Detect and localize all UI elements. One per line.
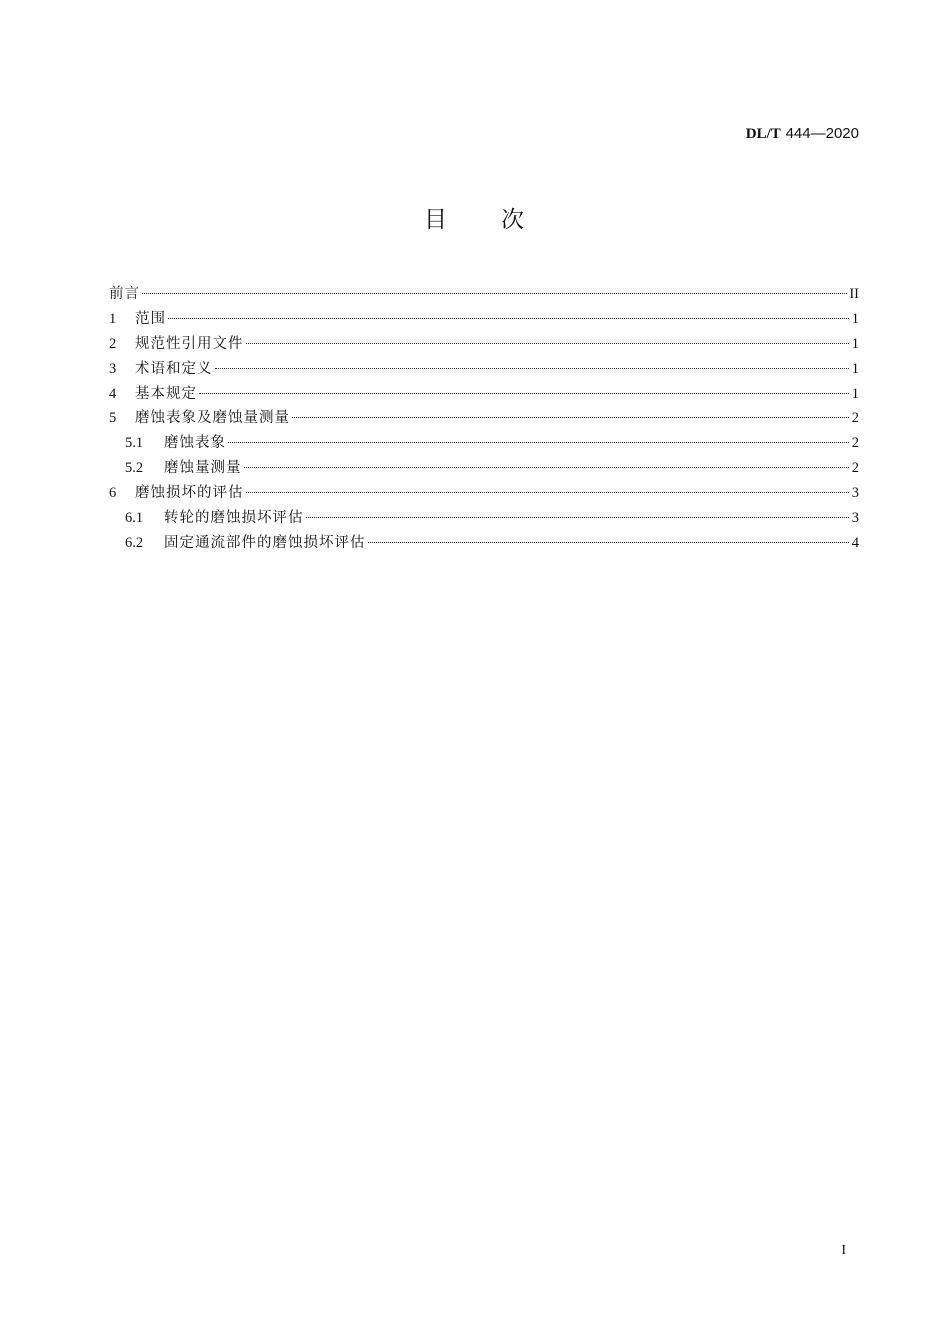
toc-entry-6-1[interactable] — [109, 506, 859, 531]
page-title-char-1: 目 — [424, 207, 449, 233]
toc-entry-5-2[interactable] — [109, 456, 859, 481]
toc-entry-label: 基本规定 — [135, 385, 197, 402]
toc-entry-page: 3 — [851, 485, 859, 502]
toc-entry-page: 1 — [851, 360, 859, 377]
toc-entry-5-1[interactable] — [109, 431, 859, 456]
toc-dot-leader — [246, 343, 850, 344]
toc-entry-page: 1 — [851, 335, 859, 352]
toc-entry-number: 6.2 — [125, 534, 144, 551]
toc-entry-1[interactable] — [109, 307, 859, 332]
toc-entry-number: 5.2 — [125, 460, 144, 477]
toc-entry-label: 磨蚀量测量 — [164, 460, 242, 477]
toc-dot-leader — [228, 442, 849, 443]
toc-entry-foreword[interactable] — [109, 282, 859, 307]
toc-entry-6-2[interactable] — [109, 531, 859, 556]
toc-entry-3[interactable] — [109, 357, 859, 382]
toc-entry-number: 6 — [109, 485, 117, 502]
toc-entry-label: 规范性引用文件 — [135, 335, 244, 352]
toc-dot-leader — [246, 492, 850, 493]
toc-dot-leader — [368, 542, 850, 543]
toc-entry-page: 1 — [851, 385, 859, 402]
standard-code-number: 444—2020 — [785, 125, 859, 142]
toc-entry-label: 磨蚀表象及磨蚀量测量 — [135, 410, 290, 427]
toc-dot-leader — [142, 293, 847, 294]
toc-entry-number: 2 — [109, 335, 117, 352]
toc-entry-2[interactable] — [109, 332, 859, 357]
page-title — [0, 203, 950, 237]
toc-entry-page: 1 — [851, 310, 859, 327]
toc-entry-label: 磨蚀损坏的评估 — [135, 485, 244, 502]
toc-entry-number: 1 — [109, 310, 117, 327]
toc-entry-label: 术语和定义 — [135, 360, 213, 377]
toc-entry-6[interactable] — [109, 481, 859, 506]
toc-entry-label: 磨蚀表象 — [164, 435, 226, 452]
toc-entry-label: 前言 — [109, 286, 140, 302]
toc-entry-page: 2 — [851, 460, 859, 477]
toc-entry-page: 4 — [851, 534, 859, 551]
toc-entry-label: 转轮的磨蚀损坏评估 — [164, 510, 304, 527]
toc-entry-4[interactable] — [109, 382, 859, 407]
toc-entry-number: 4 — [109, 385, 117, 402]
toc-entry-page: 2 — [851, 435, 859, 452]
toc-dot-leader — [168, 318, 849, 319]
toc-entry-number: 6.1 — [125, 510, 144, 527]
page-number: I — [841, 1243, 846, 1258]
toc-entry-label: 固定通流部件的磨蚀损坏评估 — [164, 534, 366, 551]
toc-dot-leader — [306, 517, 850, 518]
toc-dot-leader — [199, 393, 849, 394]
page-title-char-2: 次 — [501, 207, 526, 233]
toc-entry-page: 3 — [851, 510, 859, 527]
toc-entry-number: 5 — [109, 410, 117, 427]
toc-dot-leader — [244, 467, 850, 468]
toc-entry-page: II — [849, 286, 859, 302]
toc-entry-5[interactable] — [109, 406, 859, 431]
toc-entry-page: 2 — [851, 410, 859, 427]
table-of-contents — [109, 282, 859, 556]
standard-code — [746, 123, 859, 144]
toc-dot-leader — [215, 368, 850, 369]
toc-entry-label: 范围 — [135, 310, 166, 327]
toc-entry-number: 5.1 — [125, 435, 144, 452]
standard-code-prefix: DL/T — [745, 126, 781, 142]
toc-dot-leader — [292, 417, 849, 418]
toc-entry-number: 3 — [109, 360, 117, 377]
